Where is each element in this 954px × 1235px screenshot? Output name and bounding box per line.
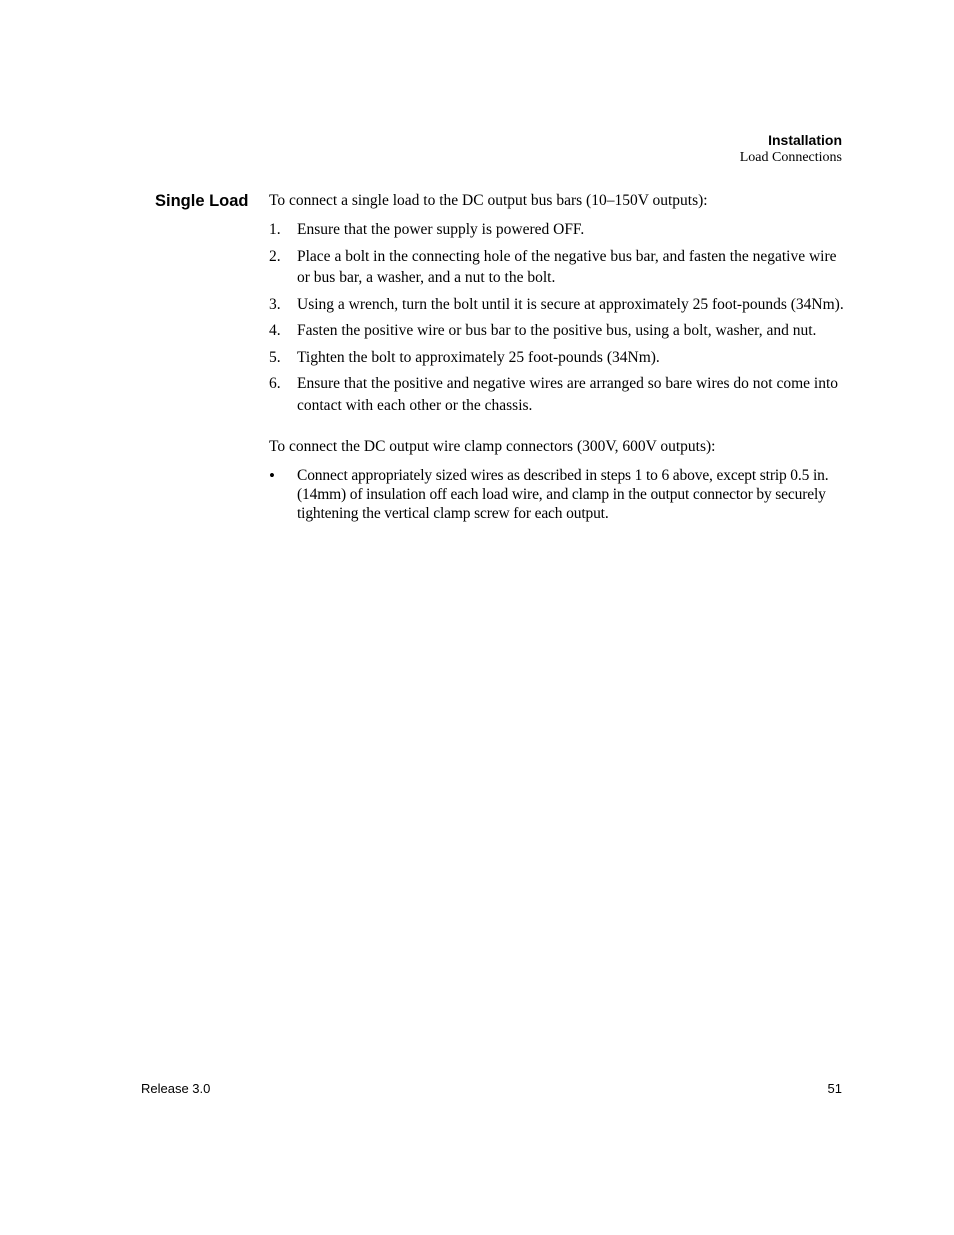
header-chapter: Installation: [768, 132, 842, 148]
step-text: Tighten the bolt to approximately 25 foot-pounds (34Nm).: [297, 348, 660, 366]
step-number: 4.: [269, 322, 281, 339]
step-number: 3.: [269, 295, 281, 313]
step-text: Fasten the positive wire or bus bar to the positive bus, using a bolt, washer, and nut.: [297, 322, 817, 339]
list-item: [269, 466, 844, 523]
page-number: 51: [827, 1081, 842, 1096]
footer-release: Release 3.0: [141, 1081, 211, 1096]
bullet-list: [269, 466, 844, 523]
step-text: Place a bolt in the connecting hole of the negative bus bar, and fasten the negative wire or bus bar, a washer, and a nut to the bolt.: [297, 247, 837, 286]
intro-paragraph: To connect a single load to the DC output bus bars (10–150V outputs):: [269, 192, 708, 209]
step-text: Using a wrench, turn the bolt until it is secure at approximately 25 foot-pounds (34Nm).: [297, 295, 844, 313]
step-number: 5.: [269, 348, 281, 366]
bullet-text: Connect appropriately sized wires as described in steps 1 to 6 above, except strip 0.5 in. (14mm) of insulation off each load wire, and clamp in the output connector by securely tightening the vertical clamp screw for each output.: [297, 467, 829, 522]
second-intro-paragraph: To connect the DC output wire clamp connectors (300V, 600V outputs):: [269, 438, 716, 455]
list-item: [269, 246, 844, 289]
side-heading: Single Load: [155, 192, 249, 210]
step-text: Ensure that the positive and negative wires are arranged so bare wires do not come into contact with each other or the chassis.: [297, 375, 839, 414]
header-section: Load Connections: [739, 150, 842, 165]
bullet-icon: •: [269, 466, 275, 485]
list-item: [269, 347, 844, 369]
list-item: [269, 373, 844, 416]
list-item: [269, 219, 844, 241]
list-item: [269, 320, 844, 342]
step-text: Ensure that the power supply is powered OFF.: [297, 221, 585, 238]
list-item: [269, 294, 844, 316]
step-number: 1.: [269, 221, 281, 238]
step-number: 2.: [269, 247, 281, 265]
running-header: [740, 131, 842, 167]
steps-list: [269, 219, 844, 416]
step-number: 6.: [269, 375, 281, 392]
main-content: [269, 191, 844, 523]
